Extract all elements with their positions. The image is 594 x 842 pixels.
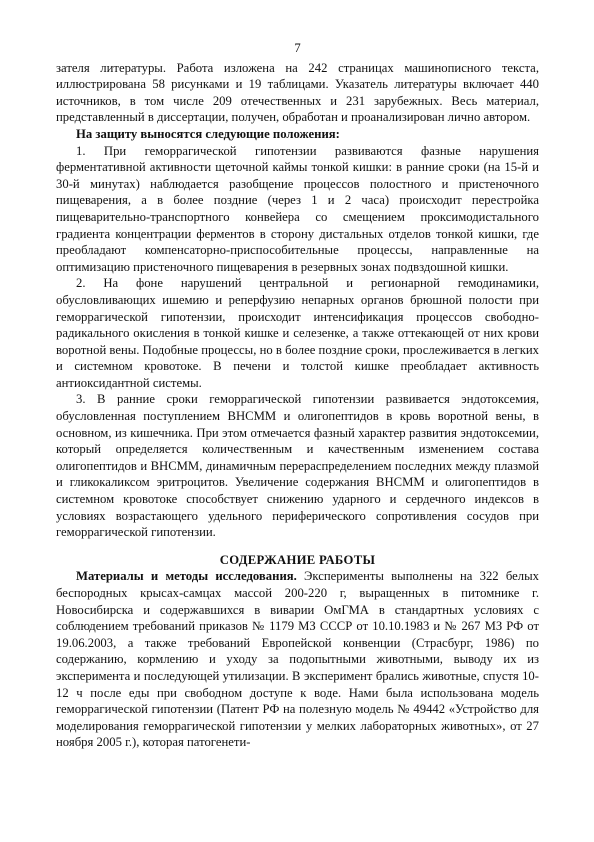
thesis-1: 1. При геморрагической гипотензии развиваются фазные нарушения ферментативной активности щеточной каймы тонкой кишки: в ранние сроки (на 15-й и 30-й минутах) наблюдается разобщение процессов полостного и пристеночного пищеварения, а в более поздние (через 1 и 2 часа) происходит перестройка пищеварительно-транспортного конвейера со смещением проксимодистального градиента концентрации ферментов в сторону дистальных отделов тонкой кишки, где преобладают компенсаторно-приспособительные процессы, направленные на оптимизацию пристеночного пищеварения в резервных зонах подвздошной кишки. [56,143,539,274]
materials-text: Эксперименты выполнены на 322 белых беспородных крысах-самцах массой 200-220 г, выращенных в питомнике г. Новосибирска и содержавшихся в виварии ОмГМА в стандартных условиях с соблюдением требований приказов № 1179 МЗ СССР от 10.10.1983 и № 267 МЗ РФ от 19.06.2003, а также требований Европейской конвенции (Страсбург, 1986) по содержанию, кормлению и уходу за подопытными животными, выводу их из эксперимента и последующей утилизации. В эксперимент брались животные, спустя 10-12 ч после еды при свободном доступе к воде. Нами была использована модель геморрагической гипотензии (Патент РФ на полезную модель № 49442 «Устройство для моделирования геморрагической гипотензии у мелких лабораторных животных», от 27 ноября 2005 г.), которая патогенети- [56,569,539,750]
thesis-2: 2. На фоне нарушений центральной и регионарной гемодинамики, обусловливающих ишемию и реперфузию непарных органов брюшной полости при геморрагической гипотензии, происходит интенсификация процессов свободно-радикального окисления в тонкой кишке и селезенке, а также оттекающей от них крови воротной вены. Подобные процессы, но в более поздние сроки, прослеживается в легких и системном кровотоке. В печени и толстой кишке преобладает активность антиоксидантной системы. [56,276,539,390]
materials-paragraph [56,568,539,751]
intro-paragraph: зателя литературы. Работа изложена на 242 страницах машинописного текста, иллюстрирована 58 рисунками и 19 таблицами. Указатель литературы включает 440 источников, в том числе 209 отечественных и 231 зарубежных. Весь материал, представленный в диссертации, получен, обработан и проанализирован лично автором. [56,60,539,125]
document-page [56,40,539,751]
page-number: 7 [294,41,301,55]
materials-lead: Материалы и методы исследования. [76,569,297,584]
section-title: СОДЕРЖАНИЕ РАБОТЫ [219,552,376,567]
thesis-3: 3. В ранние сроки геморрагической гипотензии развивается эндотоксемия, обусловленная поступлением ВНСММ и олигопептидов в кровь воротной вены, в основном, из кишечника. При этом отмечается фазный характер развития эндотоксемии, который определяется количественным и качественным изменением состава олигопептидов и ВНСММ, динамичным перераспределением последних между плазмой и гликокаликсом эритроцитов. Увеличение содержания ВНСММ и олигопептидов в системном кровотоке способствует снижению ударного и сердечного индексов в условиях возрастающего удельного периферического сопротивления сосудов при геморрагической гипотензии. [56,392,539,540]
theses-heading: На защиту выносятся следующие положения: [76,126,340,141]
